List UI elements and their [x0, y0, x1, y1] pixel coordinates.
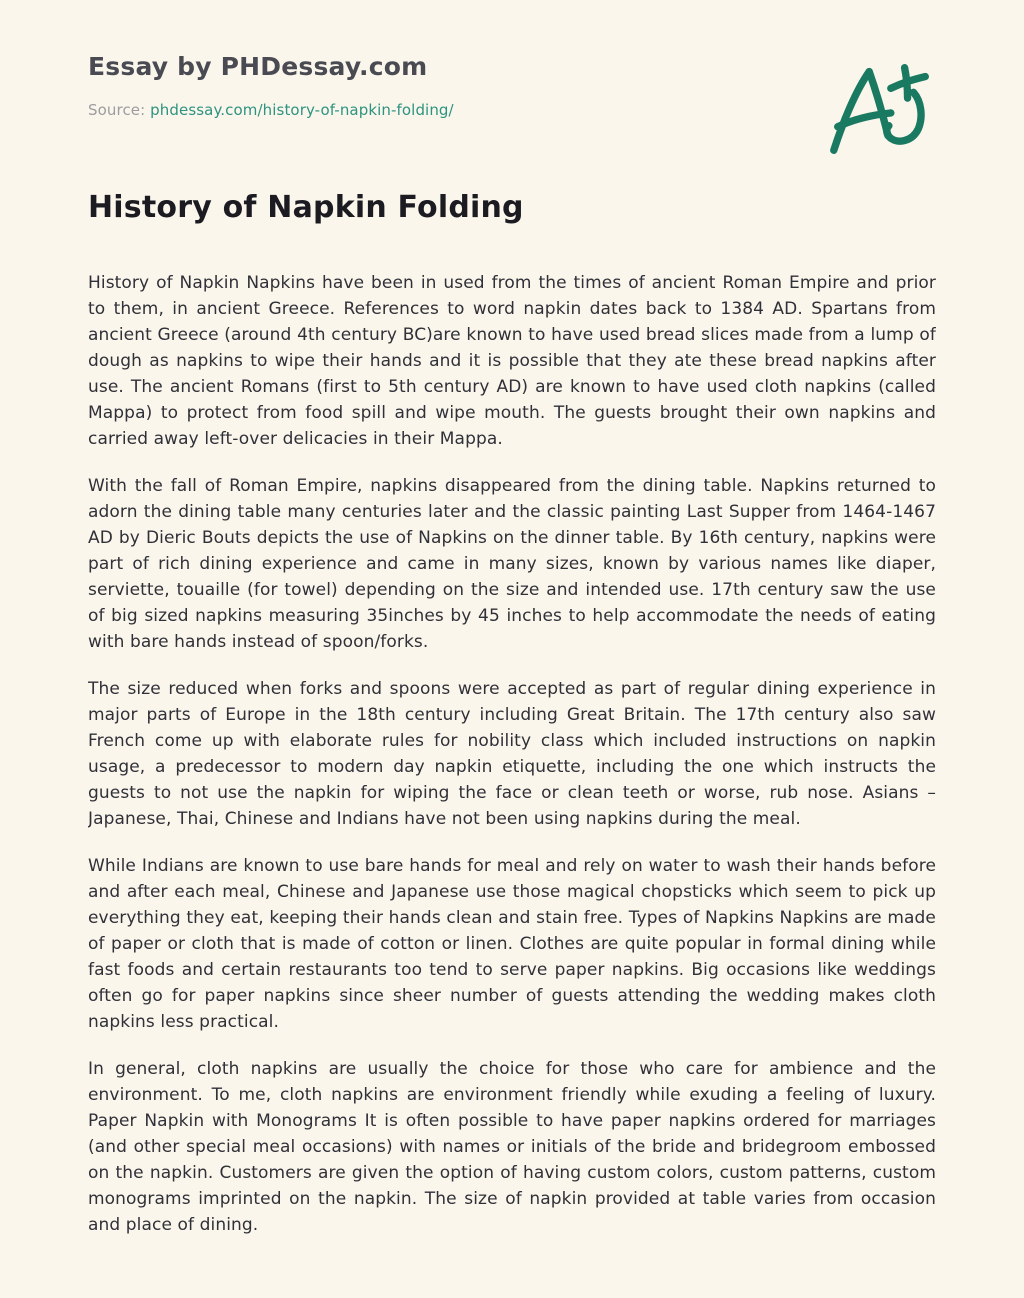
essay-paragraph-4: While Indians are known to use bare hands for meal and rely on water to wash their hands before and after each meal, Chinese and Japanese use those magical chopsticks which seem to pick up everything they eat, keeping their hands clean and stain free. Types of Napkins Napkins are made of paper or cloth that is made of cotton or linen. Clothes are quite popular in formal dining while fast foods and certain restaurants too tend to serve paper napkins. Big occasions like weddings often go for paper napkins since sheer number of guests attending the wedding makes cloth napkins less practical. — [88, 856, 936, 1032]
phdessay-logo — [822, 50, 940, 170]
source-link[interactable]: phdessay.com/history-of-napkin-folding/ — [150, 101, 454, 119]
essay-title: History of Napkin Folding — [88, 190, 524, 225]
essay-paragraph-5: In general, cloth napkins are usually the choice for those who care for ambience and the environment. To me, cloth napkins are environment friendly while exuding a feeling of luxury. Paper Napkin with Monograms It is often possible to have paper napkins ordered for marriages (and other special meal occasions) with names or initials of the bride and bridegroom embossed on the napkin. Customers are given the option of having custom colors, custom patterns, custom monograms imprinted on the napkin. The size of napkin provided at table varies from occasion and place of dining. — [88, 1059, 936, 1235]
essay-paragraph-2: With the fall of Roman Empire, napkins disappeared from the dining table. Napkins returned to adorn the dining table many centuries later and the classic painting Last Supper from 1464-1467 AD by Dieric Bouts depicts the use of Napkins on the dinner table. By 16th century, napkins were part of rich dining experience and came in many sizes, known by various names like diaper, serviette, touaille (for towel) depending on the size and intended use. 17th century saw the use of big sized napkins measuring 35inches by 45 inches to help accommodate the needs of eating with bare hands instead of spoon/forks. — [88, 476, 936, 652]
essay-body — [88, 270, 936, 1252]
essay-paragraph-1: History of Napkin Napkins have been in used from the times of ancient Roman Empire and prior to them, in ancient Greece. References to word napkin dates back to 1384 AD. Spartans from ancient Greece (around 4th century BC)are known to have used bread slices made from a lump of dough as napkins to wipe their hands and it is possible that they ate these bread napkins after use. The ancient Romans (first to 5th century AD) are known to have used cloth napkins (called Mappa) to protect from food spill and wipe mouth. The guests brought their own napkins and carried away left-over delicacies in their Mappa. — [88, 273, 936, 449]
source-label: Source: — [88, 101, 146, 119]
a-plus-logo-icon — [822, 50, 940, 168]
site-title: Essay by PHDessay.com — [88, 52, 428, 81]
essay-paragraph-3: The size reduced when forks and spoons were accepted as part of regular dining experience in major parts of Europe in the 18th century including Great Britain. The 17th century also saw French come up with elaborate rules for nobility class which included instructions on napkin usage, a predecessor to modern day napkin etiquette, including the one which instructs the guests to not use the napkin for wiping the face or clean teeth or worse, rub nose. Asians – Japanese, Thai, Chinese and Indians have not been using napkins during the meal. — [88, 679, 936, 829]
source-line — [88, 101, 454, 119]
